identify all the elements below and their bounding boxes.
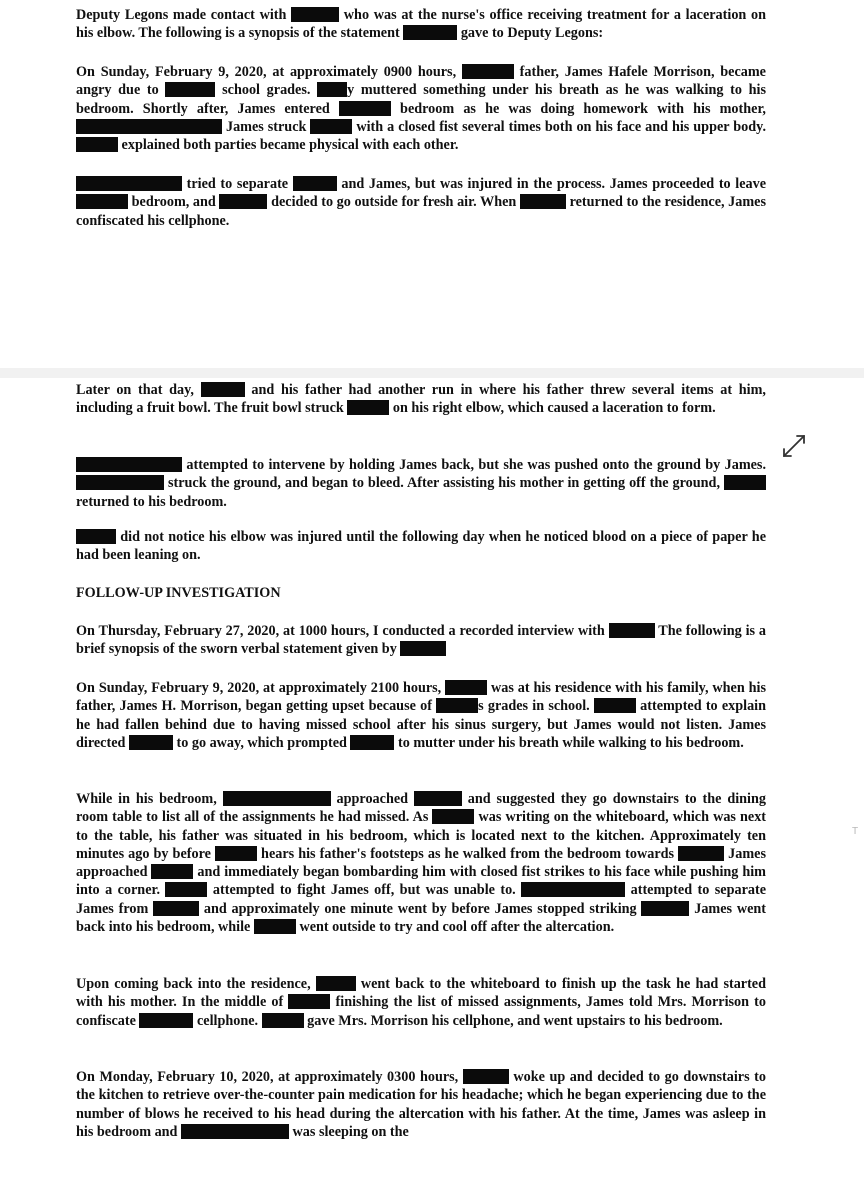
redaction-bar — [317, 82, 347, 97]
document-page-bottom — [0, 378, 864, 1200]
text: attempted to separate James from — [76, 882, 766, 917]
edge-text-fragment: T — [852, 826, 859, 837]
text: who was at the nurse's office receiving treatment for a laceration on his elbow. The following is a synopsis of the statement — [76, 7, 767, 42]
redaction-bar — [350, 735, 394, 750]
paragraph-bedroom — [76, 790, 766, 936]
text: and suggested they go downstairs to the dining room table to list all of the assignments he had missed. As — [76, 791, 766, 826]
redaction-bar — [293, 176, 337, 191]
text: Upon coming back into the residence, — [76, 976, 316, 992]
text: and approximately one minute went by before James stopped striking — [199, 900, 642, 917]
text: to go away, which prompted — [172, 734, 351, 751]
redaction-bar — [151, 864, 193, 879]
redaction-bar — [436, 698, 478, 713]
redaction-bar — [215, 846, 257, 861]
redaction-bar — [165, 82, 215, 97]
redaction-bar — [254, 919, 296, 934]
redaction-bar — [641, 901, 689, 916]
redaction-bar — [316, 976, 356, 991]
text: s grades in school. — [478, 698, 594, 715]
paragraph-residence — [76, 975, 766, 1030]
text: was writing on the whiteboard, which was next to the table, his father was situated in his bedroom, which is located next to the kitchen. Approximately ten minutes ago by before — [76, 809, 767, 862]
text: attempted to explain he had fallen behind due to having missed school after his sinus surgery, but James would not listen. James directed — [76, 698, 767, 751]
text: The following is a brief synopsis of the sworn verbal statement given by — [76, 623, 766, 658]
text: Deputy Legons made contact with — [76, 7, 292, 23]
text: cellphone. — [193, 1012, 262, 1029]
redaction-bar — [347, 400, 389, 415]
text: Later on that day, — [76, 382, 201, 398]
paragraph-separate — [76, 175, 766, 230]
redaction-bar — [223, 791, 331, 806]
text: went outside to try and cool off after the altercation. — [295, 919, 615, 936]
redaction-bar — [403, 25, 457, 40]
text: James approached — [76, 845, 767, 881]
redaction-bar — [462, 64, 514, 79]
redaction-bar — [76, 137, 118, 152]
text: went back to the whiteboard to finish up the task he had started with his mother. In the middle of — [76, 976, 766, 1011]
redaction-bar — [201, 382, 245, 397]
text: and immediately began bombarding him with closed fist strikes to his face while pushing him into a corner. — [76, 864, 766, 899]
redaction-bar — [288, 994, 330, 1009]
text: hears his father's footsteps as he walked from the bedroom towards — [256, 845, 679, 862]
text: was at his residence with his family, when his father, James H. Morrison, began getting upset because of — [76, 680, 766, 715]
text: and his father had another run in where his father threw several items at him, including a fruit bowl. The fruit bowl struck — [76, 382, 766, 417]
redaction-bar — [520, 194, 566, 209]
redaction-bar — [445, 680, 487, 695]
text: attempted to intervene by holding James back, but she was pushed onto the ground by James. — [182, 457, 766, 473]
redaction-bar — [76, 457, 182, 472]
redaction-bar — [76, 194, 128, 209]
redaction-bar — [724, 475, 766, 490]
paragraph-sunday — [76, 679, 766, 752]
text: on his right elbow, which caused a laceration to form. — [389, 400, 716, 417]
redaction-bar — [594, 698, 636, 713]
paragraph-elbow — [76, 528, 766, 565]
paragraph-later — [76, 381, 766, 418]
text: was sleeping on the — [289, 1123, 409, 1140]
redaction-bar — [414, 791, 462, 806]
redaction-bar — [181, 1124, 289, 1139]
text: with a closed fist several times both on his face and his upper body. — [352, 118, 767, 135]
page-separator — [0, 368, 864, 378]
redaction-bar — [463, 1069, 509, 1084]
text: bedroom as he was doing homework with his mother, — [390, 100, 766, 117]
expand-diagonal-icon[interactable] — [778, 430, 810, 462]
redaction-bar — [432, 809, 474, 824]
redaction-bar — [678, 846, 724, 861]
text: struck the ground, and began to bleed. After assisting his mother in getting off the ground, — [164, 475, 724, 492]
redaction-bar — [129, 735, 173, 750]
text: to mutter under his breath while walking to his bedroom. — [394, 734, 744, 751]
redaction-bar — [521, 882, 625, 897]
redaction-bar — [291, 7, 339, 22]
redaction-bar — [310, 119, 352, 134]
redaction-bar — [400, 641, 446, 656]
text: tried to separate — [182, 176, 293, 192]
paragraph-intervene — [76, 456, 766, 511]
text: decided to go outside for fresh air. When — [267, 194, 520, 211]
text: and James, but was injured in the process. James proceeded to leave — [336, 176, 767, 192]
text: attempted to fight James off, but was unable to. — [207, 882, 522, 899]
redaction-bar — [76, 176, 182, 191]
text: finishing the list of missed assignments, James told Mrs. Morrison to confiscate — [76, 994, 766, 1029]
paragraph-monday — [76, 1068, 766, 1141]
text: explained both parties became physical with each other. — [118, 137, 459, 154]
document-page-top — [0, 0, 864, 368]
redaction-bar — [165, 882, 207, 897]
paragraph-contact — [76, 6, 766, 43]
redaction-bar — [339, 101, 391, 116]
text: bedroom, and — [128, 194, 220, 211]
text: woke up and decided to go downstairs to the kitchen to retrieve over-the-counter pain medication for his headache; which he began experiencing due to the number of blows he received to his head during the altercation with his father. At the time, James was asleep in his bedroom and — [76, 1069, 766, 1140]
text: James went back into his bedroom, while — [76, 900, 766, 936]
text: returned to the residence, James confiscated his cellphone. — [76, 194, 767, 229]
text: On Sunday, February 9, 2020, at approximately 2100 hours, — [76, 680, 446, 696]
paragraph-synopsis — [76, 63, 766, 154]
text: approached — [330, 791, 414, 807]
section-heading: FOLLOW-UP INVESTIGATION — [76, 585, 281, 601]
text: On Sunday, February 9, 2020, at approximately 0900 hours, — [76, 64, 462, 80]
redaction-bar — [153, 901, 199, 916]
redaction-bar — [609, 623, 655, 638]
text: James struck — [222, 118, 311, 135]
redaction-bar — [219, 194, 267, 209]
redaction-bar — [76, 119, 222, 134]
text: school grades. — [215, 82, 318, 99]
text: father, James Hafele Morrison, became angry due to — [76, 64, 766, 99]
redaction-bar — [76, 475, 164, 490]
redaction-bar — [262, 1013, 304, 1028]
text: gave to Deputy Legons: — [457, 25, 604, 42]
text: returned to his bedroom. — [76, 493, 227, 510]
redaction-bar — [76, 529, 116, 544]
text: On Monday, February 10, 2020, at approximately 0300 hours, — [76, 1069, 463, 1085]
text: did not notice his elbow was injured until the following day when he noticed blood on a piece of paper he had been leaning on. — [76, 529, 766, 564]
text: y muttered something under his breath as he was walking to his bedroom. Shortly after, James entered — [76, 82, 767, 117]
text: gave Mrs. Morrison his cellphone, and went upstairs to his bedroom. — [303, 1012, 723, 1029]
redaction-bar — [139, 1013, 193, 1028]
text: While in his bedroom, — [76, 791, 223, 807]
text: On Thursday, February 27, 2020, at 1000 hours, I conducted a recorded interview with — [76, 623, 609, 639]
paragraph-interview — [76, 622, 766, 659]
